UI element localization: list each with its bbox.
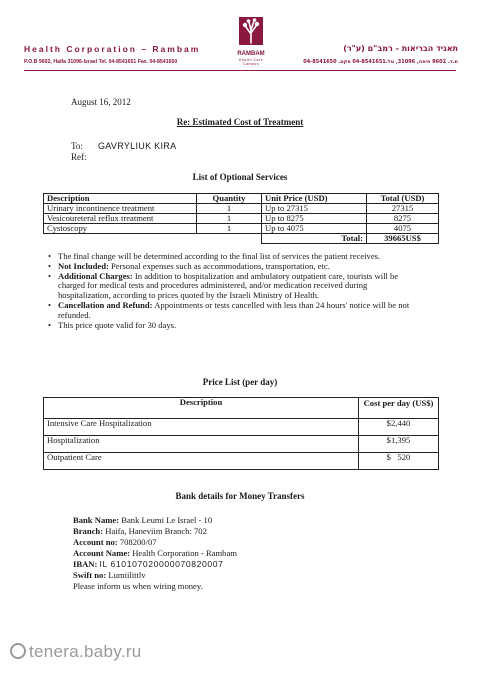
org-address-hebrew: ת.ד. 9602 חיפה, 31096, טל.04-8541651 פקס. 04-8541650 [303, 59, 458, 65]
note-text: In addition to hospitalization and ambulatory outpatient care, tourists will be charged for medical tests and procedures administered, and/or medication received during hospitalization, according to prices quoted by the Israeli Ministry of Health. [58, 270, 399, 301]
total-spacer [44, 234, 262, 244]
service-unit-price: Up to 27315 [262, 204, 367, 214]
price-list-table [43, 397, 439, 470]
header-divider [24, 70, 456, 71]
org-address: P.O.B 9602, Haifa 31096-Israel Tel. 04-8541651 Fax. 04-8541650 [24, 59, 178, 65]
bank-name-value: Bank Leumi Le Israel - 10 [121, 515, 213, 525]
optional-services-table [43, 193, 439, 244]
price-description: Outpatient Care [44, 453, 359, 470]
note-text: The final change will be determined according to the final list of services the patient receives. [58, 251, 381, 261]
column-header: Cost per day (US$) [359, 398, 439, 419]
price-description: Intensive Care Hospitalization [44, 419, 359, 436]
column-header: Total (USD) [367, 194, 439, 204]
table-header-row [44, 398, 439, 419]
iban-label: IBAN: [73, 559, 98, 569]
bullet-icon: • [48, 299, 52, 310]
column-header: Description [44, 194, 197, 204]
total-label: Total: [262, 234, 367, 244]
letter-date: August 16, 2012 [71, 97, 131, 107]
account-no-label: Account no: [73, 537, 118, 547]
bullet-icon: • [48, 251, 52, 261]
bank-details [73, 515, 237, 592]
to-label: To: [71, 141, 83, 151]
table-row [44, 204, 439, 214]
branch-value: Haifa, Haneviim Branch: 702 [105, 526, 207, 536]
tree-logo-icon [238, 16, 264, 46]
iban-line [73, 559, 237, 570]
service-description: Urinary incontinence treatment [44, 204, 197, 214]
service-quantity: 1 [197, 214, 262, 224]
service-unit-price: Up to 4075 [262, 224, 367, 234]
account-name-value: Health Corporation - Rambam [132, 548, 237, 558]
note-text: This price quote valid for 30 days. [58, 319, 177, 330]
service-total: 27315 [367, 204, 439, 214]
logo-wordmark: RAMBAM [237, 51, 265, 57]
price-list-title: Price List (per day) [202, 377, 278, 387]
bank-name-label: Bank Name: [73, 515, 120, 525]
account-name-label: Account Name: [73, 548, 131, 558]
iban-value: IL 610107020000070820007 [99, 559, 224, 569]
bullet-icon: • [48, 270, 52, 281]
note-heading: Cancellation and Refund: [58, 299, 153, 310]
service-description: Vesicoureteral reflux treatment [44, 214, 197, 224]
table-row [44, 453, 439, 470]
org-name: Health Corporation – Rambam [24, 44, 201, 54]
table-row [44, 436, 439, 453]
account-no-value: 708200/07 [119, 537, 157, 547]
branch-line [73, 526, 237, 537]
bank-details-title: Bank details for Money Transfers [175, 491, 305, 501]
bullet-icon: • [48, 260, 52, 271]
price-description: Hospitalization [44, 436, 359, 453]
org-name-hebrew: תאגיד הבריאות - רמב"ם (ע"ר) [343, 44, 458, 53]
logo-subtitle: Health Care Campus [238, 58, 264, 66]
terms-list [48, 252, 420, 330]
watermark-text: tenera.baby.ru [29, 642, 142, 661]
table-row [44, 224, 439, 234]
column-header: Description [44, 398, 359, 419]
table-row [44, 214, 439, 224]
ref-label: Ref: [71, 152, 87, 162]
service-quantity: 1 [197, 204, 262, 214]
note-text: Appointments or tests cancelled with less than 24 hours' notice will be not refunded. [58, 299, 410, 320]
price-cost: $1,395 [359, 436, 439, 453]
account-name-line [73, 548, 237, 559]
total-row [44, 234, 439, 244]
service-description: Cystoscopy [44, 224, 197, 234]
watermark [10, 642, 142, 662]
service-unit-price: Up to 8275 [262, 214, 367, 224]
price-cost: $2,440 [359, 419, 439, 436]
service-total: 8275 [367, 214, 439, 224]
account-no-line [73, 537, 237, 548]
service-total: 4075 [367, 224, 439, 234]
bank-name-line [73, 515, 237, 526]
note-heading: Additional Charges: [58, 270, 133, 281]
watermark-logo-icon [10, 643, 26, 659]
bullet-icon: • [48, 319, 52, 330]
swift-line [73, 570, 237, 581]
column-header: Unit Price (USD) [262, 194, 367, 204]
letter-subject: Re: Estimated Cost of Treatment [176, 117, 304, 127]
optional-services-title: List of Optional Services [192, 172, 288, 182]
service-quantity: 1 [197, 224, 262, 234]
recipient-name: GAVRYLIUK KIRA [98, 141, 177, 151]
note-text: Personal expenses such as accommodations, transportation, etc. [108, 260, 330, 271]
branch-label: Branch: [73, 526, 104, 536]
note-heading: Not Included: [58, 260, 109, 271]
price-cost: $ 520 [359, 453, 439, 470]
column-header: Quantity [197, 194, 262, 204]
list-item [48, 272, 420, 301]
table-header-row [44, 194, 439, 204]
table-row [44, 419, 439, 436]
total-value: 39665US$ [367, 234, 439, 244]
list-item [48, 321, 420, 331]
list-item [48, 301, 420, 321]
swift-value: Lumiilittlv [108, 570, 146, 580]
rambam-logo [231, 16, 271, 68]
swift-label: Swift no: [73, 570, 107, 580]
wiring-note: Please inform us when wiring money. [73, 581, 203, 591]
